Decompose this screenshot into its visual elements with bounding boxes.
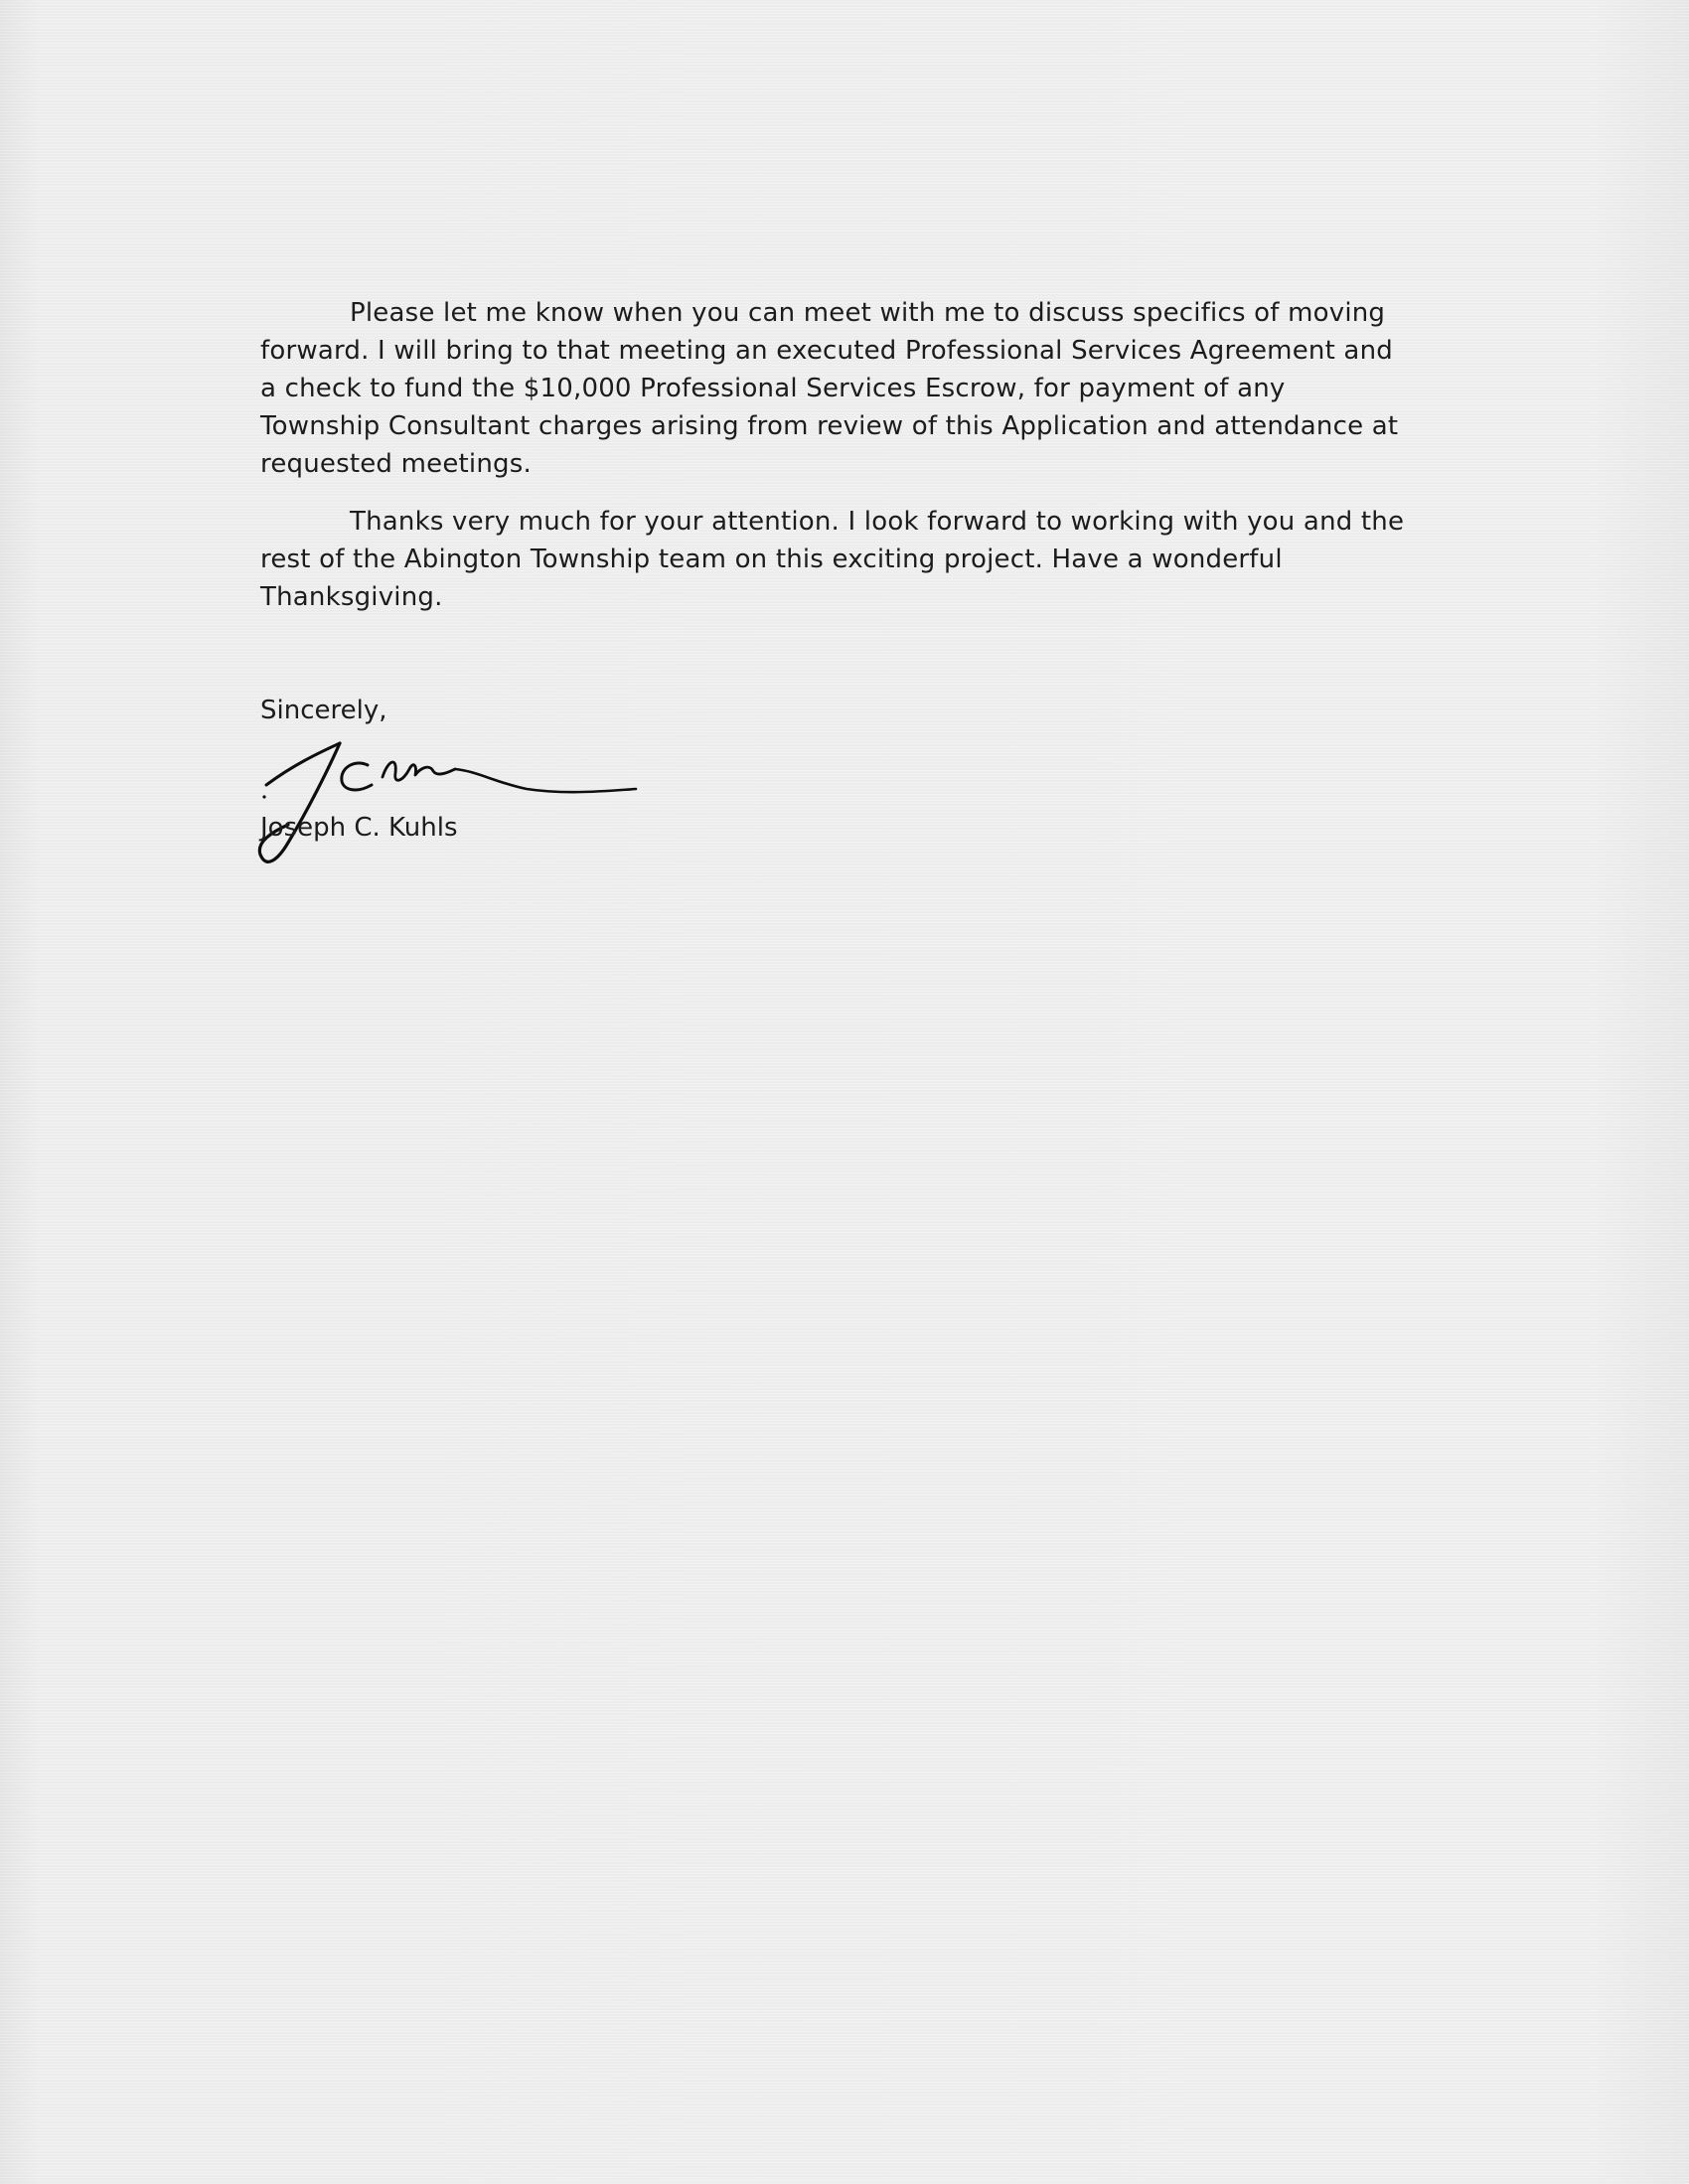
closing-salutation: Sincerely, <box>260 696 387 725</box>
body-paragraph: Please let me know when you can meet with me to discuss specifics of moving forward. I will bring to that meeting an executed Professional Services Agreement and a check to fund the $10,000 Professional Services Escrow, for payment of any Township Consultant charges arising from review of this Application and attendance at requested meetings. <box>260 298 1399 479</box>
signer-name: Joseph C. Kuhls <box>260 813 458 843</box>
body-paragraph: Thanks very much for your attention. I look forward to working with you and the rest of the Abington Township team on this exciting project. Have a wonderful Thanksgiving. <box>260 507 1405 612</box>
handwritten-signature <box>248 725 646 884</box>
letter-body <box>260 294 1413 636</box>
